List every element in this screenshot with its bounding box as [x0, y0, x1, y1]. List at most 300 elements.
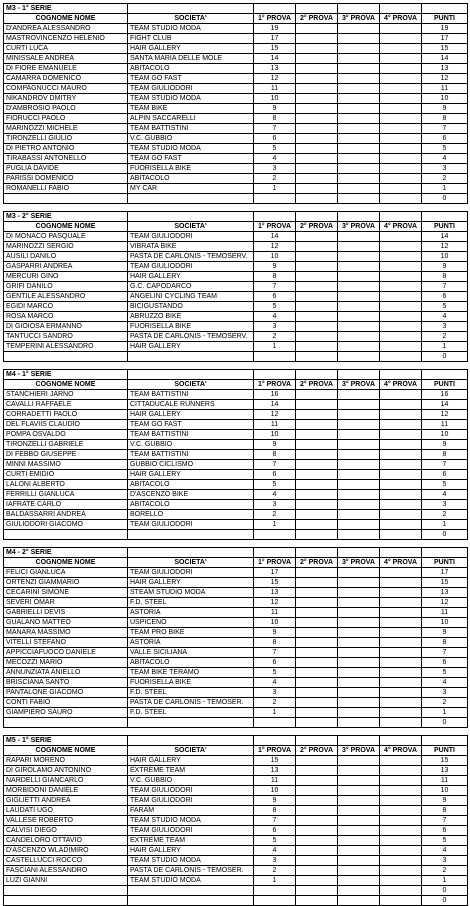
prova3-points — [338, 836, 380, 846]
prova2-points — [296, 886, 338, 896]
prova3-points — [338, 460, 380, 470]
total-points: 2 — [422, 698, 468, 708]
rider-name: CASTELLUCCI ROCCO — [4, 856, 128, 866]
points-header: PUNTI — [422, 746, 468, 756]
blank-cell — [380, 212, 422, 222]
prova4-points — [380, 520, 422, 530]
standings-table — [3, 735, 468, 906]
prova4-points — [380, 232, 422, 242]
prova2-points — [296, 54, 338, 64]
prova1-points: 5 — [254, 668, 296, 678]
prova4-points — [380, 124, 422, 134]
prova3-points — [338, 94, 380, 104]
rider-name: CAVALLI RAFFAELE — [4, 400, 128, 410]
prova1-points: 4 — [254, 490, 296, 500]
table-row — [4, 400, 468, 410]
prova4-points — [380, 154, 422, 164]
prova1-points: 15 — [254, 756, 296, 766]
prova3-points — [338, 232, 380, 242]
prova4-points — [380, 530, 422, 540]
prova4-points — [380, 886, 422, 896]
total-points: 4 — [422, 846, 468, 856]
prova4-points — [380, 876, 422, 886]
prova2-points — [296, 410, 338, 420]
prova4-points — [380, 54, 422, 64]
prova3-points — [338, 144, 380, 154]
prova2-points — [296, 134, 338, 144]
total-points: 6 — [422, 470, 468, 480]
prova1-points: 3 — [254, 164, 296, 174]
rider-name: VITELLI STEFANO — [4, 638, 128, 648]
total-points: 7 — [422, 460, 468, 470]
prova1-points: 6 — [254, 292, 296, 302]
total-points: 6 — [422, 658, 468, 668]
prova2-points — [296, 500, 338, 510]
prova2-points — [296, 460, 338, 470]
team-name: ABRUZZO BIKE — [128, 312, 254, 322]
table-row — [4, 638, 468, 648]
total-points: 7 — [422, 816, 468, 826]
prova2-points — [296, 164, 338, 174]
blank-cell — [422, 370, 468, 380]
prova4-points — [380, 430, 422, 440]
total-points: 2 — [422, 866, 468, 876]
rider-name: STANCHIERI JARNO — [4, 390, 128, 400]
prova4-points — [380, 568, 422, 578]
table-row — [4, 252, 468, 262]
prova1-points: 3 — [254, 500, 296, 510]
standings-table — [3, 211, 468, 362]
prova1-points: 14 — [254, 232, 296, 242]
table-row — [4, 104, 468, 114]
team-name: TEAM BATTISTINI — [128, 430, 254, 440]
prova1-points: 9 — [254, 796, 296, 806]
table-row — [4, 668, 468, 678]
rider-name: ROMANELLI FABIO — [4, 184, 128, 194]
rider-name: CAMARRA DOMENICO — [4, 74, 128, 84]
prova1-points: 12 — [254, 242, 296, 252]
prova1-points: 4 — [254, 846, 296, 856]
prova1-header: 1° PROVA — [254, 746, 296, 756]
total-points: 5 — [422, 144, 468, 154]
total-points: 11 — [422, 608, 468, 618]
rider-name: PANTALONE GIACOMO — [4, 688, 128, 698]
total-points: 2 — [422, 510, 468, 520]
prova3-points — [338, 242, 380, 252]
team-name: ABITACOLO — [128, 174, 254, 184]
prova3-points — [338, 322, 380, 332]
team-name: ASTORIA — [128, 608, 254, 618]
total-points: 10 — [422, 252, 468, 262]
section-title-row — [4, 736, 468, 746]
team-name: TEAM GIULIODORI — [128, 568, 254, 578]
blank-cell — [128, 212, 254, 222]
prova4-points — [380, 598, 422, 608]
prova4-points — [380, 252, 422, 262]
table-row — [4, 856, 468, 866]
prova1-points — [254, 352, 296, 362]
blank-cell — [254, 736, 296, 746]
rider-name: DI GIROLAMO ANTONINO — [4, 766, 128, 776]
prova1-header: 1° PROVA — [254, 558, 296, 568]
prova1-points: 13 — [254, 766, 296, 776]
prova1-points: 5 — [254, 836, 296, 846]
prova4-points — [380, 786, 422, 796]
team-name: FUORISELLA BIKE — [128, 322, 254, 332]
total-points: 5 — [422, 836, 468, 846]
prova3-points — [338, 134, 380, 144]
total-points: 13 — [422, 766, 468, 776]
total-points: 3 — [422, 688, 468, 698]
blank-cell — [338, 548, 380, 558]
standings-table — [3, 3, 468, 204]
section-spacer — [3, 362, 467, 369]
rider-name: ANNUNZIATA ANIELLO — [4, 668, 128, 678]
team-name: D'ASCENZO BIKE — [128, 490, 254, 500]
total-points: 10 — [422, 94, 468, 104]
prova4-points — [380, 34, 422, 44]
blank-cell — [296, 370, 338, 380]
total-points: 11 — [422, 420, 468, 430]
prova1-points: 1 — [254, 708, 296, 718]
rider-name: GABRIELLI DEVIS — [4, 608, 128, 618]
rider-name — [4, 886, 128, 896]
team-name — [128, 352, 254, 362]
table-row — [4, 144, 468, 154]
table-row — [4, 470, 468, 480]
section-title: M3 - 1° SERIE — [4, 4, 128, 14]
table-row — [4, 578, 468, 588]
prova3-points — [338, 24, 380, 34]
table-row — [4, 876, 468, 886]
prova3-header: 3° PROVA — [338, 746, 380, 756]
team-name: TEAM BATTISTINI — [128, 390, 254, 400]
header-row — [4, 222, 468, 232]
blank-cell — [296, 548, 338, 558]
table-row — [4, 826, 468, 836]
prova2-points — [296, 618, 338, 628]
prova4-points — [380, 500, 422, 510]
prova4-points — [380, 342, 422, 352]
prova4-header: 4° PROVA — [380, 558, 422, 568]
prova1-points: 1 — [254, 520, 296, 530]
prova4-points — [380, 658, 422, 668]
prova2-points — [296, 648, 338, 658]
table-row — [4, 154, 468, 164]
prova2-points — [296, 836, 338, 846]
team-name: ABITACOLO — [128, 64, 254, 74]
prova2-points — [296, 658, 338, 668]
prova3-points — [338, 154, 380, 164]
prova3-points — [338, 440, 380, 450]
team-name: EXTREME TEAM — [128, 766, 254, 776]
table-row — [4, 510, 468, 520]
prova4-points — [380, 678, 422, 688]
table-row — [4, 232, 468, 242]
team-name: HAIR GALLERY — [128, 470, 254, 480]
prova3-points — [338, 420, 380, 430]
team-name: TEAM GIULIODORI — [128, 796, 254, 806]
name-header: COGNOME NOME — [4, 380, 128, 390]
total-points: 7 — [422, 124, 468, 134]
prova2-header: 2° PROVA — [296, 558, 338, 568]
team-name: TEAM STUDIO MODA — [128, 816, 254, 826]
team-name: V.C. GUBBIO — [128, 776, 254, 786]
prova3-points — [338, 876, 380, 886]
team-name: TEAM BIKE — [128, 104, 254, 114]
team-name: ABITACOLO — [128, 480, 254, 490]
team-name: V.C. GUBBIO — [128, 134, 254, 144]
prova2-points — [296, 322, 338, 332]
total-points: 19 — [422, 24, 468, 34]
total-points: 8 — [422, 638, 468, 648]
total-points: 9 — [422, 440, 468, 450]
prova1-points: 6 — [254, 134, 296, 144]
total-points: 14 — [422, 54, 468, 64]
table-row — [4, 806, 468, 816]
prova3-points — [338, 756, 380, 766]
prova4-points — [380, 698, 422, 708]
prova4-points — [380, 846, 422, 856]
blank-cell — [128, 4, 254, 14]
prova3-points — [338, 530, 380, 540]
total-points: 0 — [422, 352, 468, 362]
rider-name: GUALANO MATTEO — [4, 618, 128, 628]
team-name: F.D. STEEL — [128, 708, 254, 718]
total-points: 12 — [422, 410, 468, 420]
prova4-points — [380, 242, 422, 252]
total-points: 4 — [422, 312, 468, 322]
blank-cell — [254, 4, 296, 14]
team-name: MY CAR — [128, 184, 254, 194]
team-name: HAIR GALLERY — [128, 578, 254, 588]
rider-name: ROSA MARCO — [4, 312, 128, 322]
total-points: 0 — [422, 194, 468, 204]
rider-name: FIORUCCI PAOLO — [4, 114, 128, 124]
total-points: 5 — [422, 668, 468, 678]
prova1-points — [254, 896, 296, 906]
table-row — [4, 530, 468, 540]
prova2-points — [296, 856, 338, 866]
prova1-points: 12 — [254, 74, 296, 84]
table-row — [4, 756, 468, 766]
prova3-points — [338, 164, 380, 174]
prova3-points — [338, 678, 380, 688]
prova1-points: 15 — [254, 578, 296, 588]
prova3-points — [338, 796, 380, 806]
prova3-points — [338, 104, 380, 114]
team-name: PASTA DE CARLONIS - TEMOSERV. — [128, 252, 254, 262]
team-name: SANTA MARIA DELLE MOLE — [128, 54, 254, 64]
prova3-points — [338, 292, 380, 302]
prova1-points: 7 — [254, 282, 296, 292]
prova4-points — [380, 114, 422, 124]
team-name: HAIR GALLERY — [128, 756, 254, 766]
prova4-points — [380, 836, 422, 846]
prova4-points — [380, 94, 422, 104]
rider-name: MINISSALE ANDREA — [4, 54, 128, 64]
table-row — [4, 628, 468, 638]
team-name: BICIGUSTANDO — [128, 302, 254, 312]
total-points: 3 — [422, 164, 468, 174]
rider-name: MANARA MASSIMO — [4, 628, 128, 638]
prova3-points — [338, 470, 380, 480]
prova3-header: 3° PROVA — [338, 222, 380, 232]
prova1-points: 3 — [254, 322, 296, 332]
prova1-points: 7 — [254, 648, 296, 658]
section-title: M5 - 1° SERIE — [4, 736, 128, 746]
rider-name: COMPAGNUCCI MAURO — [4, 84, 128, 94]
blank-cell — [422, 212, 468, 222]
prova4-points — [380, 74, 422, 84]
prova2-points — [296, 400, 338, 410]
prova3-points — [338, 54, 380, 64]
prova1-points: 11 — [254, 776, 296, 786]
prova3-points — [338, 282, 380, 292]
prova1-header: 1° PROVA — [254, 14, 296, 24]
prova1-header: 1° PROVA — [254, 380, 296, 390]
header-row — [4, 558, 468, 568]
prova2-points — [296, 232, 338, 242]
total-points: 13 — [422, 64, 468, 74]
rider-name: BALDASSARRI ANDREA — [4, 510, 128, 520]
total-points: 17 — [422, 568, 468, 578]
rider-name — [4, 718, 128, 728]
table-row — [4, 708, 468, 718]
prova1-points: 1 — [254, 342, 296, 352]
prova3-points — [338, 588, 380, 598]
rider-name — [4, 194, 128, 204]
prova1-points: 11 — [254, 84, 296, 94]
rider-name: CALVISI DIEGO — [4, 826, 128, 836]
header-row — [4, 746, 468, 756]
prova2-points — [296, 846, 338, 856]
prova4-points — [380, 866, 422, 876]
total-points: 14 — [422, 400, 468, 410]
header-row — [4, 380, 468, 390]
prova2-points — [296, 332, 338, 342]
prova2-points — [296, 668, 338, 678]
table-row — [4, 698, 468, 708]
prova4-points — [380, 638, 422, 648]
prova4-points — [380, 410, 422, 420]
total-points: 12 — [422, 598, 468, 608]
prova2-points — [296, 302, 338, 312]
total-points: 11 — [422, 776, 468, 786]
table-row — [4, 796, 468, 806]
prova2-points — [296, 292, 338, 302]
total-points: 9 — [422, 104, 468, 114]
table-row — [4, 786, 468, 796]
table-row — [4, 886, 468, 896]
team-name: HAIR GALLERY — [128, 342, 254, 352]
total-points: 1 — [422, 342, 468, 352]
team-name: VIBRATA BIKE — [128, 242, 254, 252]
prova1-points: 4 — [254, 678, 296, 688]
prova3-points — [338, 44, 380, 54]
prova3-points — [338, 272, 380, 282]
team-name: HAIR GALLERY — [128, 410, 254, 420]
prova3-points — [338, 608, 380, 618]
prova2-points — [296, 628, 338, 638]
prova2-points — [296, 866, 338, 876]
prova2-points — [296, 678, 338, 688]
table-row — [4, 322, 468, 332]
rider-name: NARDELLI GIANCARLO — [4, 776, 128, 786]
total-points: 10 — [422, 618, 468, 628]
prova4-points — [380, 510, 422, 520]
total-points: 16 — [422, 390, 468, 400]
rider-name: AUSILI DANILO — [4, 252, 128, 262]
prova3-points — [338, 708, 380, 718]
team-name: ASTORIA — [128, 638, 254, 648]
prova3-points — [338, 184, 380, 194]
rider-name: DEL FLAVIIS CLAUDIO — [4, 420, 128, 430]
team-name: PASTA DE CARLONIS - TEMOSERV. — [128, 332, 254, 342]
table-row — [4, 440, 468, 450]
prova1-points: 11 — [254, 608, 296, 618]
table-row — [4, 688, 468, 698]
prova1-points: 4 — [254, 154, 296, 164]
prova4-points — [380, 856, 422, 866]
table-row — [4, 766, 468, 776]
total-points: 4 — [422, 490, 468, 500]
rider-name: GASPARRI ANDREA — [4, 262, 128, 272]
prova2-points — [296, 154, 338, 164]
prova2-points — [296, 450, 338, 460]
team-header: SOCIETA' — [128, 746, 254, 756]
team-header: SOCIETA' — [128, 558, 254, 568]
prova1-points — [254, 718, 296, 728]
prova2-points — [296, 24, 338, 34]
section-title-row — [4, 370, 468, 380]
standings-table — [3, 547, 468, 728]
rider-name: DI GIOIOSA ERMANNO — [4, 322, 128, 332]
total-points: 6 — [422, 292, 468, 302]
table-row — [4, 896, 468, 906]
rider-name: SEVERI OMAR — [4, 598, 128, 608]
team-name: HAIR GALLERY — [128, 846, 254, 856]
total-points: 0 — [422, 896, 468, 906]
prova2-points — [296, 74, 338, 84]
prova4-points — [380, 588, 422, 598]
team-name: TEAM GIULIODORI — [128, 232, 254, 242]
prova1-points: 7 — [254, 124, 296, 134]
prova3-points — [338, 252, 380, 262]
team-name: PASTA DE CARLONIS - TEMOSER. — [128, 698, 254, 708]
rider-name: LUZI GIANNI — [4, 876, 128, 886]
table-row — [4, 84, 468, 94]
prova1-points: 17 — [254, 34, 296, 44]
table-row — [4, 262, 468, 272]
table-row — [4, 24, 468, 34]
prova1-points: 6 — [254, 826, 296, 836]
team-name: TEAM BIKE TERAMO — [128, 668, 254, 678]
prova3-points — [338, 390, 380, 400]
team-name: V.C. GUBBIO — [128, 440, 254, 450]
standings-document — [3, 3, 467, 906]
table-row — [4, 174, 468, 184]
rider-name: IAFRATE CARLO — [4, 500, 128, 510]
team-name: TEAM GO FAST — [128, 74, 254, 84]
prova1-points: 5 — [254, 144, 296, 154]
prova4-points — [380, 766, 422, 776]
table-row — [4, 866, 468, 876]
prova3-points — [338, 846, 380, 856]
table-row — [4, 44, 468, 54]
prova2-points — [296, 144, 338, 154]
standings-table — [3, 369, 468, 540]
